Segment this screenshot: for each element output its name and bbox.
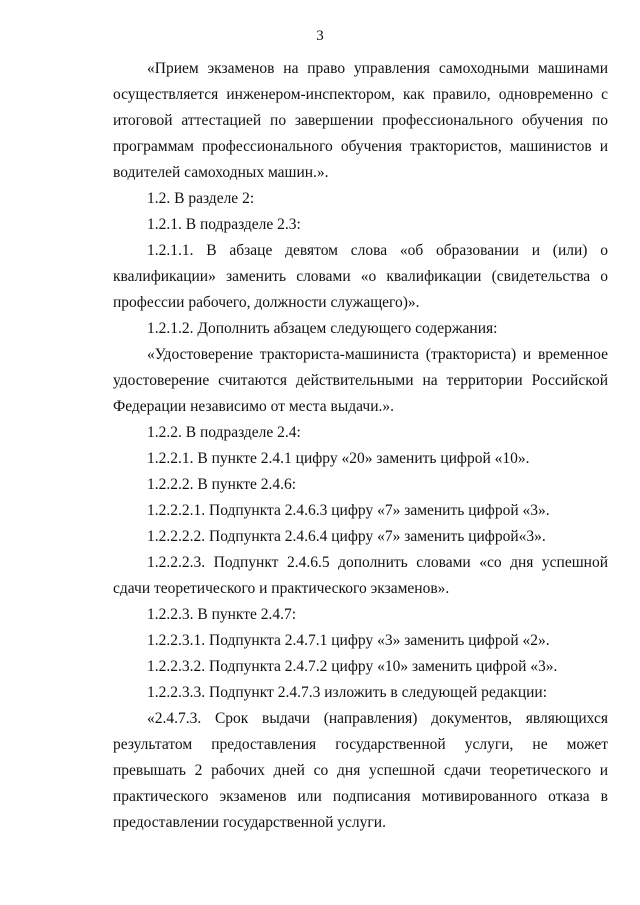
document-body — [113, 56, 608, 836]
paragraph-1-2-2-3: 1.2.2.3. В пункте 2.4.7: — [147, 606, 297, 623]
paragraph-1-2-2-2-2: 1.2.2.2.2. Подпункта 2.4.6.4 цифру «7» заменить цифрой«3». — [147, 528, 546, 545]
paragraph-subsection-2-3: 1.2.1. В подразделе 2.3: — [147, 216, 301, 233]
paragraph-2-4-7-3: «2.4.7.3. Срок выдачи (направления) документов, являющихся результатом предоставления государственной услуги, не может превышать 2 рабочих дней со дня успешной сдачи теоретического и практического экзаменов или подписания мотивированного отказа в предоставлении государственной услуги. — [113, 710, 608, 831]
paragraph-1-2-2-3-1: 1.2.2.3.1. Подпункта 2.4.7.1 цифру «3» заменить цифрой «2». — [147, 632, 550, 649]
paragraph-1-2-2-2-3: 1.2.2.2.3. Подпункт 2.4.6.5 дополнить словами «со дня успешной сдачи теоретического и практического экзаменов». — [113, 554, 608, 597]
paragraph-1-2-1-2: 1.2.1.2. Дополнить абзацем следующего содержания: — [147, 320, 498, 337]
paragraph-1-2-2-3-3: 1.2.2.3.3. Подпункт 2.4.7.3 изложить в следующей редакции: — [147, 684, 548, 701]
paragraph-certificate-validity: «Удостоверение тракториста-машиниста (тракториста) и временное удостоверение считаются действительными на территории Российской Федерации независимо от места выдачи.». — [113, 346, 608, 415]
paragraph-section-2: 1.2. В разделе 2: — [147, 190, 255, 207]
paragraph-1-2-2-2-1: 1.2.2.2.1. Подпункта 2.4.6.3 цифру «7» заменить цифрой «3». — [147, 502, 550, 519]
paragraph-1-2-1-1: 1.2.1.1. В абзаце девятом слова «об образовании и (или) о квалификации» заменить словами «о квалификации (свидетельства о профессии рабочего, должности служащего)». — [113, 242, 608, 311]
paragraph-exam-acceptance: «Прием экзаменов на право управления самоходными машинами осуществляется инженером-инспектором, как правило, одновременно с итоговой аттестацией по завершении профессионального обучения по программам профессионального обучения трактористов, машинистов и водителей самоходных машин.». — [113, 60, 608, 181]
paragraph-1-2-2-3-2: 1.2.2.3.2. Подпункта 2.4.7.2 цифру «10» заменить цифрой «3». — [147, 658, 558, 675]
paragraph-1-2-2-1: 1.2.2.1. В пункте 2.4.1 цифру «20» заменить цифрой «10». — [147, 450, 530, 467]
page-number: 3 — [316, 28, 324, 44]
paragraph-subsection-2-4: 1.2.2. В подразделе 2.4: — [147, 424, 301, 441]
paragraph-1-2-2-2: 1.2.2.2. В пункте 2.4.6: — [147, 476, 297, 493]
